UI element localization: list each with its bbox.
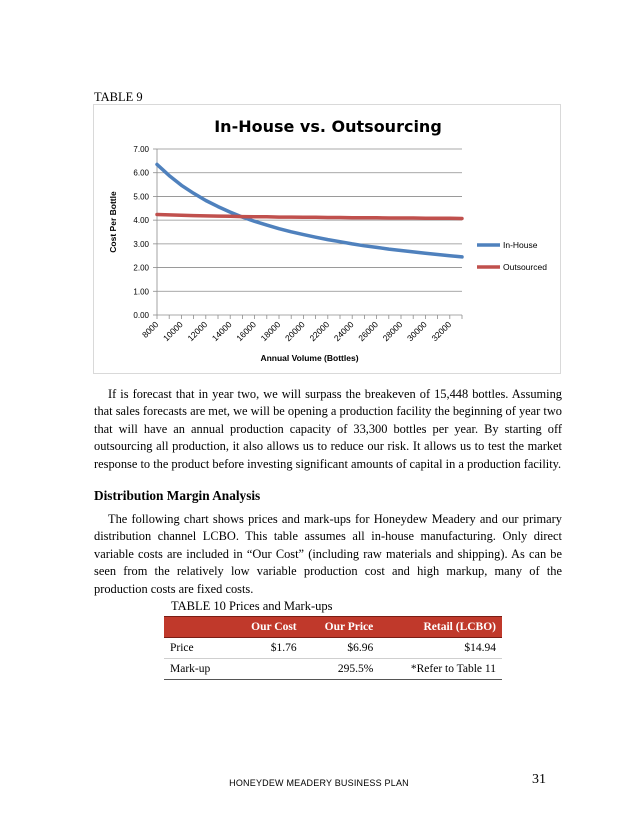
header-retail: Retail (LCBO) <box>379 617 502 638</box>
x-tick-label: 26000 <box>356 319 381 344</box>
x-tick-label: 16000 <box>234 319 259 344</box>
cell-retail: $14.94 <box>379 638 502 659</box>
x-axis-label: Annual Volume (Bottles) <box>260 353 359 363</box>
x-tick-label: 20000 <box>283 319 307 344</box>
x-tick-label: 28000 <box>380 319 405 344</box>
margin-paragraph: The following chart shows prices and mark-ups for Honeydew Meadery and our primary distribution channel LCBO. This table assumes all in-house manufacturing. Only direct variable costs are included in “Our Cost” (including raw materials and shipping). As can be seen from the relatively low variable production cost and high markup, many of the production costs are fixed costs. <box>94 512 562 596</box>
row-label: Mark-up <box>164 659 230 680</box>
y-tick-label: 4.00 <box>133 216 149 226</box>
cell-our-cost: $1.76 <box>230 638 303 659</box>
x-tick-label: 14000 <box>209 319 234 344</box>
x-tick-label: 8000 <box>139 319 161 340</box>
row-label: Price <box>164 638 230 659</box>
table-row <box>164 659 502 680</box>
x-tick-label: 24000 <box>331 319 356 344</box>
cell-retail: *Refer to Table 11 <box>379 659 502 680</box>
y-tick-label: 0.00 <box>133 311 149 320</box>
cell-our-cost <box>230 659 303 680</box>
x-tick-label: 32000 <box>429 319 454 344</box>
y-tick-label: 7.00 <box>133 145 149 154</box>
y-tick-label: 6.00 <box>133 168 149 178</box>
prices-markups-table <box>164 616 502 680</box>
line-chart <box>93 104 561 374</box>
series-line-in-house <box>157 164 462 257</box>
series-line-outsourced <box>157 215 462 219</box>
page-number: 31 <box>532 772 546 787</box>
table-header-row <box>164 617 502 638</box>
header-our-price: Our Price <box>303 617 380 638</box>
section-heading: Distribution Margin Analysis <box>94 488 261 503</box>
table-9-caption: TABLE 9 <box>94 90 143 104</box>
legend-label: Outsourced <box>503 262 547 272</box>
table-10-caption: TABLE 10 Prices and Mark-ups <box>171 599 333 613</box>
x-tick-label: 12000 <box>185 319 210 344</box>
y-tick-label: 2.00 <box>133 263 149 273</box>
breakeven-paragraph: If is forecast that in year two, we will surpass the breakeven of 15,448 bottles. Assuming that sales forecasts are met, we will be opening a production facility the beginning of year two that will have an annual production capacity of 33,300 bottles per year. By starting off outsourcing all production, it also allows us to reduce our risk. It allows us to test the market response to the product before investing significant amounts of capital in a production facility. <box>94 387 562 471</box>
chart-title: In-House vs. Outsourcing <box>214 117 442 136</box>
footer-title: HONEYDEW MEADERY BUSINESS PLAN <box>229 778 409 788</box>
y-axis-label: Cost Per Bottle <box>108 191 118 253</box>
legend-label: In-House <box>503 240 538 250</box>
y-tick-label: 3.00 <box>133 239 149 249</box>
x-tick-label: 22000 <box>307 319 332 344</box>
y-tick-label: 1.00 <box>133 287 149 297</box>
y-tick-label: 5.00 <box>133 192 149 202</box>
cell-our-price: 295.5% <box>303 659 380 680</box>
header-blank <box>164 617 230 638</box>
header-our-cost: Our Cost <box>230 617 303 638</box>
x-tick-label: 30000 <box>405 319 429 344</box>
x-tick-label: 18000 <box>258 319 283 344</box>
x-tick-label: 10000 <box>161 319 185 344</box>
cell-our-price: $6.96 <box>303 638 380 659</box>
table-row <box>164 638 502 659</box>
chart-svg <box>94 105 562 375</box>
